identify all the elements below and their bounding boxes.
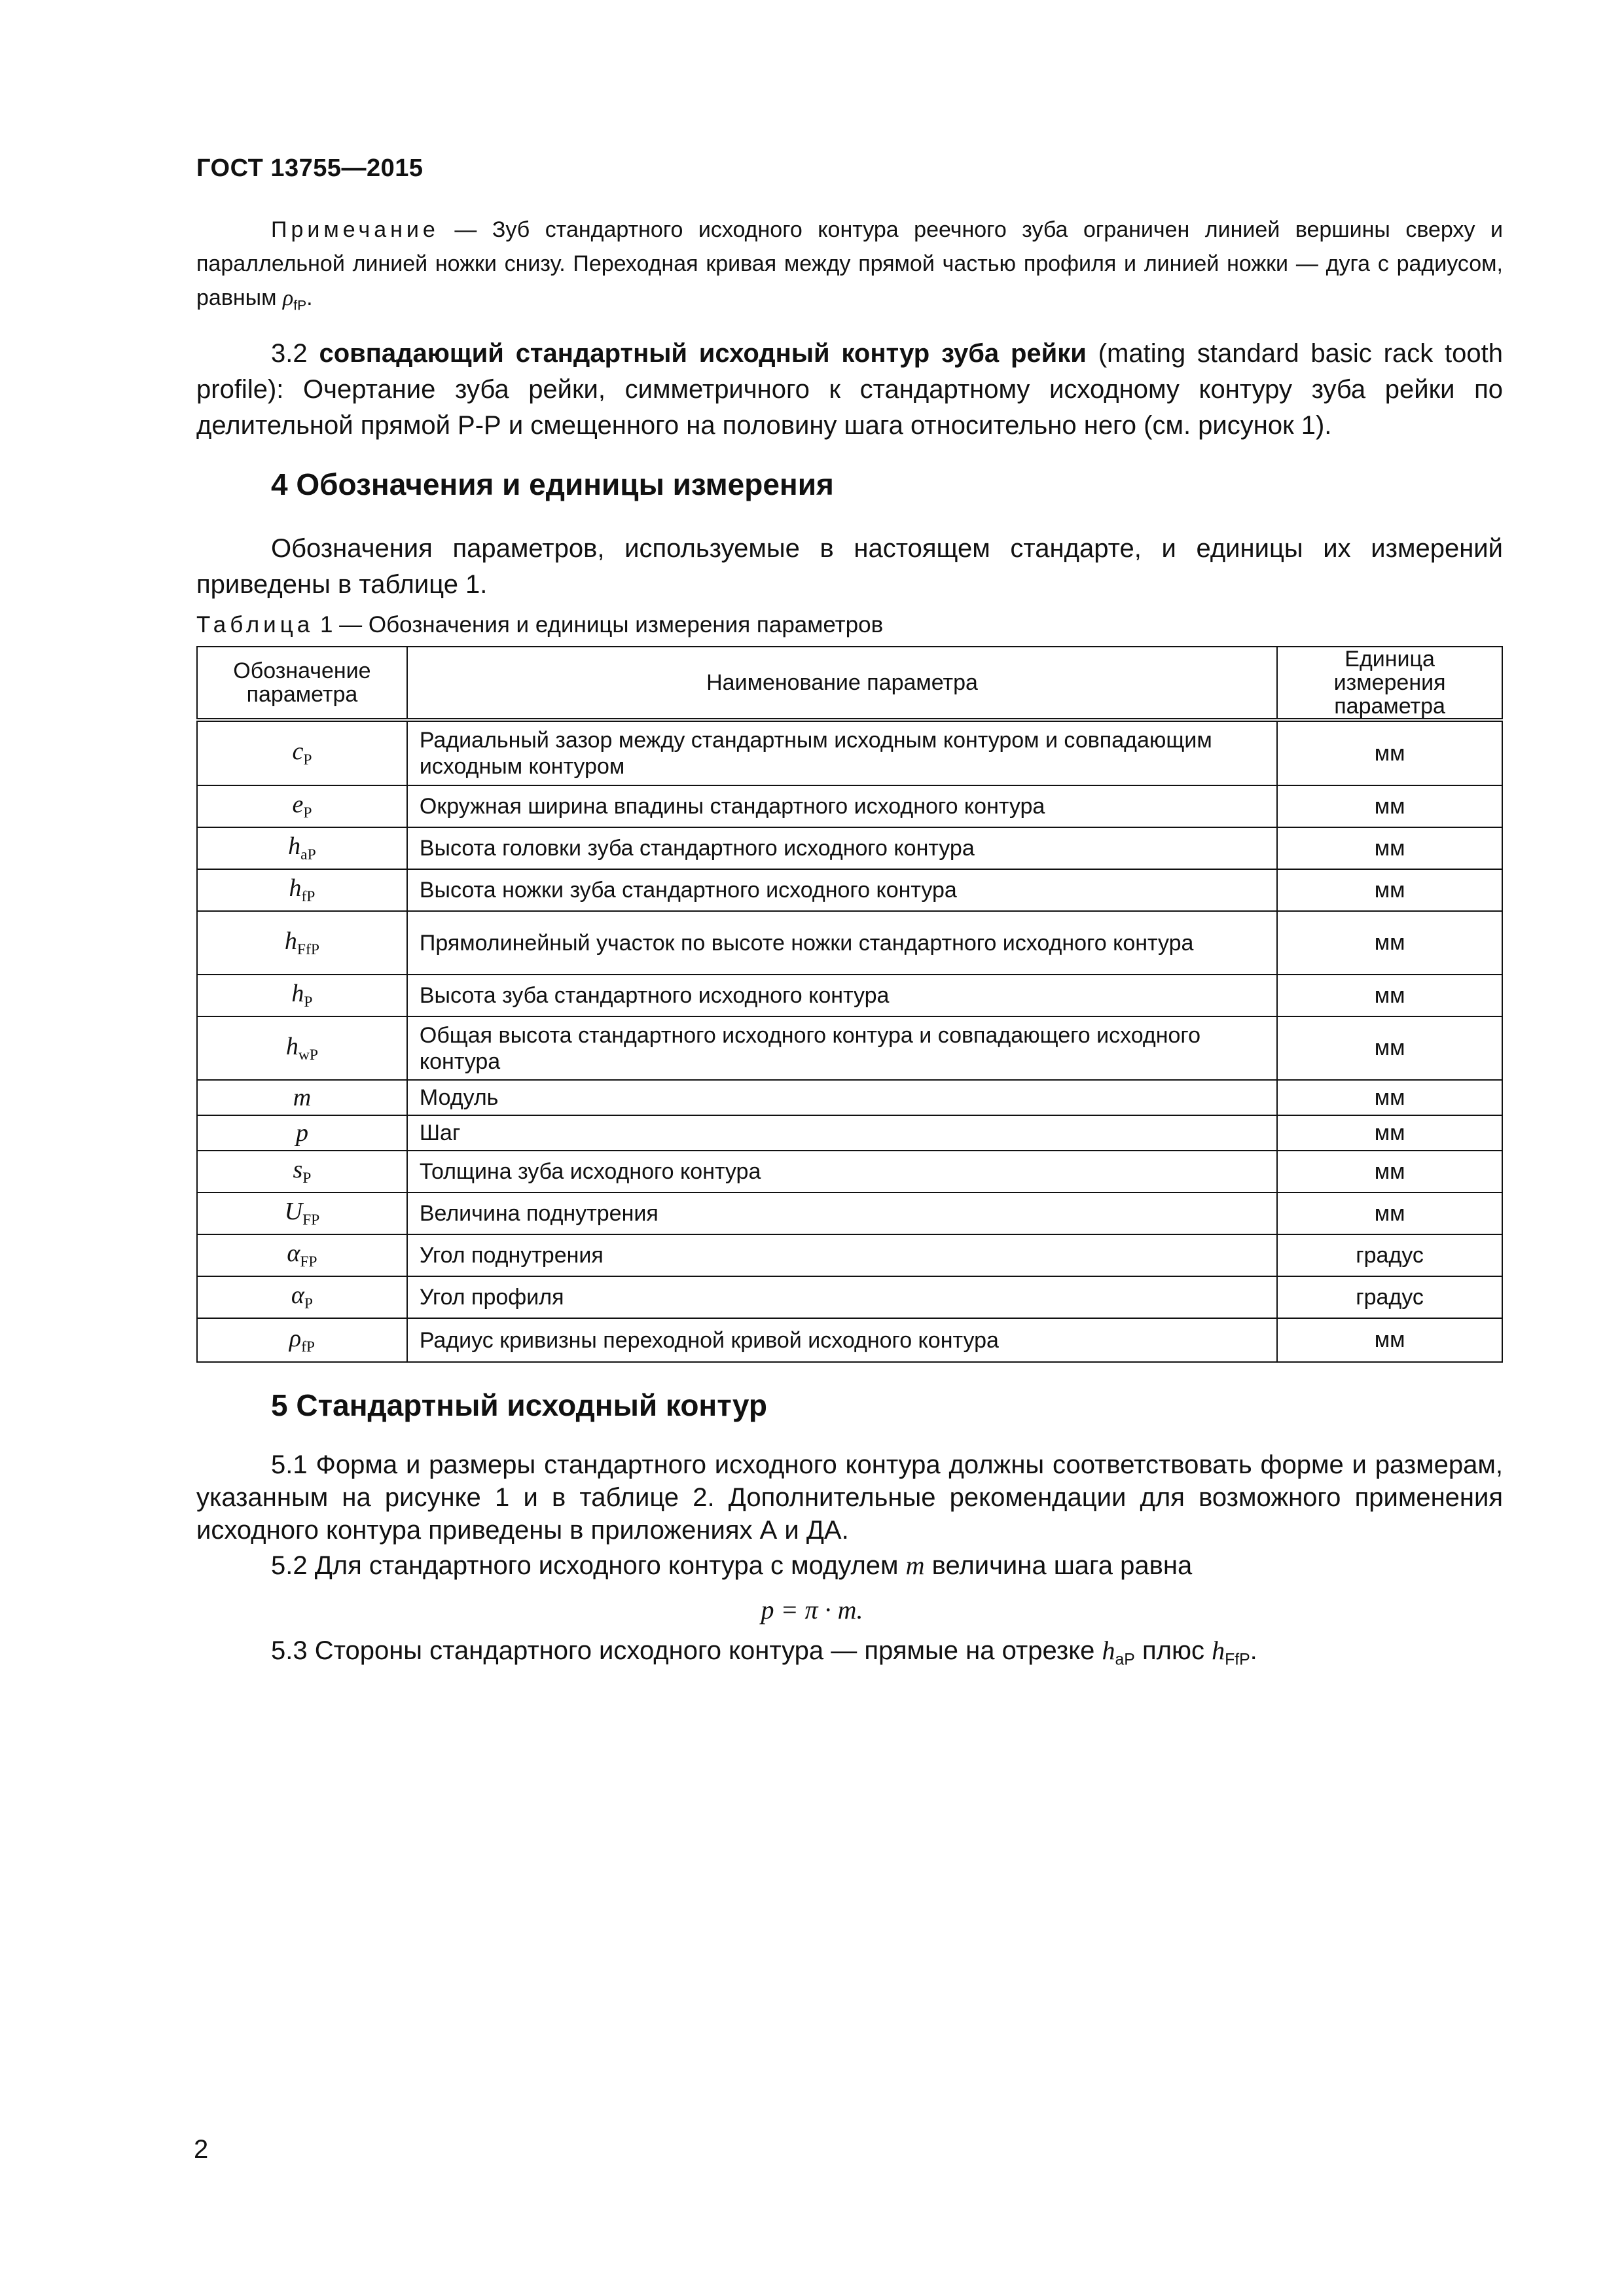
table-row [197, 869, 1502, 911]
parameter-symbol [197, 1151, 407, 1193]
clause-5-2-text: 5.2 Для стандартного исходного контура с модулем [271, 1551, 906, 1580]
clause-5-3-end: . [1250, 1636, 1257, 1665]
table-row [197, 1080, 1502, 1115]
parameter-unit: градус [1277, 1234, 1502, 1276]
symbol-letter: h [291, 980, 304, 1008]
table-row [197, 1151, 1502, 1193]
section-4-text: Обозначения параметров, используемые в настоящем стандарте, и единицы их измерений приведены в таблице 1. [196, 534, 1503, 599]
parameter-unit: мм [1277, 785, 1502, 827]
symbol-subscript: P [304, 1295, 313, 1313]
note-symbol: ρ [282, 286, 294, 310]
symbol-subscript: FfP [297, 941, 319, 959]
table-header-row [197, 647, 1502, 720]
symbol-subscript: FP [300, 1253, 317, 1271]
parameter-symbol [197, 1318, 407, 1362]
header-unit: Единица измерения параметра [1277, 647, 1502, 720]
parameter-name: Угол поднутрения [407, 1234, 1277, 1276]
parameter-unit: градус [1277, 1276, 1502, 1318]
parameter-unit: мм [1277, 1193, 1502, 1234]
table-caption-text: 1 — Обозначения и единицы измерения параметров [314, 612, 884, 637]
symbol-letter: α [287, 1240, 300, 1268]
table-row [197, 1193, 1502, 1234]
symbol-letter: h [285, 1032, 298, 1060]
parameter-symbol [197, 1115, 407, 1151]
table-caption-lead: Таблица [196, 612, 314, 637]
clause-5-1: 5.1 Форма и размеры стандартного исходного контура должны соответствовать форме и размерам, указанным на рисунке 1 и в таблице 2. Дополнительные рекомендации для возможного применения исходного контура приведены в приложениях А и ДА. [196, 1450, 1503, 1545]
clause-5-3-symbol-1: h [1102, 1636, 1115, 1665]
table-row [197, 975, 1502, 1016]
table-row [197, 1234, 1502, 1276]
parameter-symbol [197, 869, 407, 911]
parameter-name: Толщина зуба исходного контура [407, 1151, 1277, 1193]
section-5-title: 5 Стандартный исходный контур [271, 1388, 767, 1422]
symbol-subscript: wP [298, 1047, 318, 1064]
parameter-name: Окружная ширина впадины стандартного исходного контура [407, 785, 1277, 827]
clause-5-3-symbol-2: h [1212, 1636, 1225, 1665]
symbol-subscript: aP [300, 846, 316, 864]
parameter-symbol [197, 1080, 407, 1115]
table-row [197, 911, 1502, 975]
table-caption [196, 612, 883, 638]
symbol-letter: c [292, 738, 304, 766]
clause-5-3 [196, 1634, 1503, 1677]
clause-5-2-symbol: m [905, 1551, 925, 1580]
note-text: — Зуб стандартного исходного контура реечного зуба ограничен линией вершины сверху и параллельной линией ножки снизу. Переходная кривая между прямой частью профиля и линией ножки — дуга с радиусом, равным [196, 217, 1503, 310]
parameter-unit: мм [1277, 720, 1502, 785]
parameter-name: Общая высота стандартного исходного контура и совпадающего исходного контура [407, 1016, 1277, 1080]
symbol-subscript: FP [302, 1211, 320, 1229]
table-row [197, 827, 1502, 869]
parameter-unit: мм [1277, 1318, 1502, 1362]
parameter-name: Высота ножки зуба стандартного исходного контура [407, 869, 1277, 911]
parameters-table [196, 646, 1503, 1363]
symbol-letter: α [291, 1282, 304, 1310]
clause-5-3-mid: плюс [1134, 1636, 1212, 1665]
clause-term: совпадающий стандартный исходный контур зуба рейки [319, 339, 1087, 368]
header-designation: Обозначение параметра [197, 647, 407, 720]
parameter-symbol [197, 1193, 407, 1234]
clause-number: 3.2 [271, 339, 319, 368]
page-number: 2 [194, 2135, 209, 2164]
note-end: . [306, 285, 313, 310]
parameter-symbol [197, 1016, 407, 1080]
symbol-letter: e [292, 791, 304, 819]
symbol-subscript: fP [301, 888, 316, 906]
section-4-title: 4 Обозначения и единицы измерения [271, 467, 834, 501]
table-row [197, 785, 1502, 827]
table-row [197, 720, 1502, 785]
parameter-name: Прямолинейный участок по высоте ножки стандартного исходного контура [407, 911, 1277, 975]
parameter-name: Радиальный зазор между стандартным исходным контуром и совпадающим исходным контуром [407, 720, 1277, 785]
note-subscript: fP [293, 298, 307, 314]
parameter-name: Радиус кривизны переходной кривой исходного контура [407, 1318, 1277, 1362]
parameter-symbol [197, 785, 407, 827]
parameter-name: Высота головки зуба стандартного исходного контура [407, 827, 1277, 869]
symbol-subscript: P [302, 1170, 312, 1187]
table-row [197, 1276, 1502, 1318]
clause-5-2-end: величина шага равна [924, 1551, 1193, 1580]
parameter-unit: мм [1277, 1080, 1502, 1115]
parameter-symbol [197, 1276, 407, 1318]
table-row [197, 1318, 1502, 1362]
parameter-unit: мм [1277, 1151, 1502, 1193]
parameter-unit: мм [1277, 975, 1502, 1016]
table-row [197, 1115, 1502, 1151]
parameter-symbol [197, 1234, 407, 1276]
symbol-subscript: P [304, 994, 313, 1011]
parameter-name: Шаг [407, 1115, 1277, 1151]
symbol-letter: ρ [289, 1324, 302, 1352]
parameter-unit: мм [1277, 1016, 1502, 1080]
symbol-subscript: fP [301, 1338, 316, 1356]
table-row [197, 1016, 1502, 1080]
note-paragraph [196, 213, 1503, 323]
symbol-letter: m [293, 1084, 312, 1111]
symbol-letter: U [284, 1198, 303, 1226]
symbol-letter: p [295, 1119, 308, 1147]
document-header: ГОСТ 13755—2015 [196, 154, 424, 182]
pitch-formula: p = π · m. [761, 1595, 863, 1624]
symbol-subscript: P [303, 751, 312, 769]
symbol-letter: h [289, 874, 302, 903]
clause-5-2 [196, 1549, 1503, 1582]
parameter-unit: мм [1277, 911, 1502, 975]
symbol-subscript: P [303, 804, 312, 822]
symbol-letter: h [284, 927, 297, 955]
parameter-name: Угол профиля [407, 1276, 1277, 1318]
note-lead: Примечание [271, 217, 439, 242]
parameter-unit: мм [1277, 827, 1502, 869]
parameter-name: Модуль [407, 1080, 1277, 1115]
parameter-unit: мм [1277, 869, 1502, 911]
parameter-symbol [197, 720, 407, 785]
clause-5-3-sub-1: aP [1115, 1651, 1135, 1669]
clause-3-2 [196, 336, 1503, 444]
parameter-symbol [197, 827, 407, 869]
parameter-name: Величина поднутрения [407, 1193, 1277, 1234]
header-name: Наименование параметра [407, 647, 1277, 720]
clause-5-3-text: 5.3 Стороны стандартного исходного контура — прямые на отрезке [271, 1636, 1102, 1665]
symbol-letter: h [288, 833, 301, 861]
parameter-symbol [197, 975, 407, 1016]
clause-5-3-sub-2: FfP [1225, 1651, 1250, 1669]
symbol-letter: s [293, 1156, 303, 1184]
clause-text: (mating standard basic rack tooth profile): Очертание зуба рейки, симметричного к стандартному исходному контуру зуба рейки по делительной прямой Р-Р и смещенного на половину шага относительно него (см. рисунок 1). [196, 339, 1504, 440]
parameter-name: Высота зуба стандартного исходного контура [407, 975, 1277, 1016]
parameter-symbol [197, 911, 407, 975]
parameter-unit: мм [1277, 1115, 1502, 1151]
